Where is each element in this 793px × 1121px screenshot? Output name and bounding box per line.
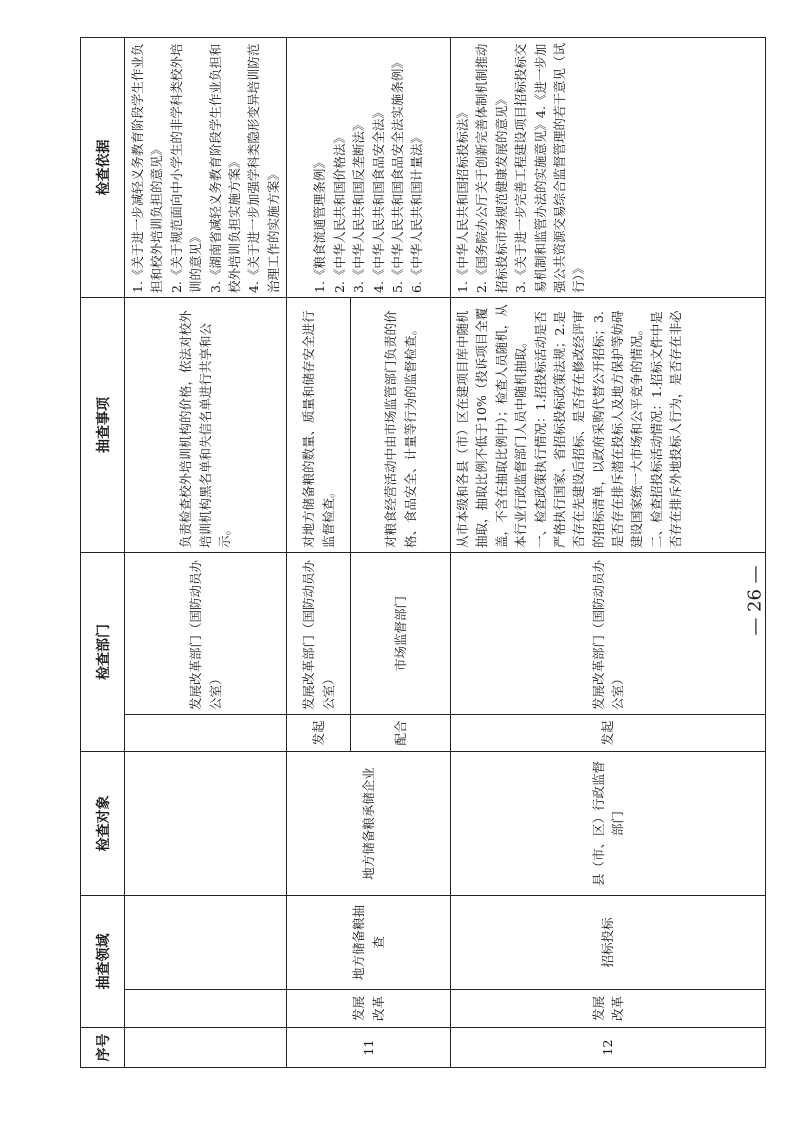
header-department: 检查部门 bbox=[81, 553, 125, 752]
row12-dept: 发展改革部门（国防动员办公室） bbox=[451, 553, 766, 715]
rotated-table-sheet bbox=[80, 38, 765, 1068]
row11-role-launch: 发起 bbox=[287, 715, 351, 752]
header-field: 抽查领域 bbox=[81, 896, 125, 1028]
table-row-12 bbox=[451, 38, 766, 1068]
basis-line: 5.《中华人民共和国食品安全法实施条例》 bbox=[389, 56, 405, 293]
cont-area-cell bbox=[125, 896, 287, 990]
basis-line: 4.《中华人民共和国食品安全法》 bbox=[370, 106, 386, 293]
row11-dept-launch: 发展改革部门（国防动员办公室） bbox=[287, 553, 351, 715]
cont-seq-cell bbox=[125, 1028, 287, 1068]
cont-field-cell bbox=[125, 990, 287, 1028]
row11-seq: 11 bbox=[287, 1028, 451, 1068]
header-item: 抽查事项 bbox=[81, 298, 125, 553]
row11-area: 地方储备粮抽查 bbox=[287, 896, 451, 990]
cont-dept-cell: 发展改革部门（国防动员办公室） bbox=[125, 553, 287, 715]
basis-line: 3.《中华人民共和国反垄断法》 bbox=[351, 118, 367, 293]
basis-line: 6.《中华人民共和国计量法》 bbox=[409, 131, 425, 293]
basis-line: 1.《中华人民共和国招标投标法》 bbox=[455, 106, 470, 293]
row11-role-coop: 配合 bbox=[351, 715, 451, 752]
cont-item-cell: 负责检查校外培训机构的价格，依法对校外培训机构黑名单和失信名单进行共享和公示。 bbox=[125, 298, 287, 553]
item-paragraph: 从市本级和各县（市）区在建项目库中随机抽取，抽取比例不低于10%（投诉项目全覆盖，不含在抽取比例中）；检查人员随机，从本行业行政监督部门人员中随机抽取。 bbox=[455, 304, 529, 548]
row11-item-coop: 对粮食经营活动中由市场监管部门负责的价格、食品安全、计量等行为的监督检查。 bbox=[351, 298, 451, 553]
row11-field: 发展改革 bbox=[287, 990, 451, 1028]
header-basis: 检查依据 bbox=[81, 38, 125, 298]
cont-basis-cell bbox=[125, 38, 287, 298]
table-row-continued bbox=[125, 38, 287, 1068]
row12-item-cell bbox=[451, 298, 766, 553]
basis-line: 3.《湖南省减轻义务教育阶段学生作业负担和校外培训负担实施方案》 bbox=[207, 43, 242, 293]
basis-line: 2.《国务院办公厅关于创新完善体制机制推动招标投标市场规范健康发展的意见》 bbox=[474, 43, 509, 293]
basis-line: 2.《关于规范面向中小学生的非学科类校外培训的意见》 bbox=[168, 43, 204, 293]
row11-basis-cell bbox=[287, 38, 451, 298]
inspection-table bbox=[80, 37, 766, 1068]
row12-area: 招标投标 bbox=[451, 896, 766, 990]
basis-line: 2.《中华人民共和国价格法》 bbox=[331, 131, 347, 293]
item-paragraph: 一、检查政策执行情况：1.招投标活动是否严格执行国家、省招标投标政策法规；2.是否存在先建设后招标、是否存在修改经评审的招标清单，以政府采购代替公开招标；3.是否存在排斥潜在投标人及地方保护等妨碍建设国家统一大市场和公平竞争的情况。 bbox=[532, 310, 645, 548]
row12-basis-cell bbox=[451, 38, 766, 298]
row12-role: 发起 bbox=[451, 715, 766, 752]
row12-seq: 12 bbox=[451, 1028, 766, 1068]
header-row bbox=[81, 38, 125, 1068]
page-number bbox=[738, 560, 772, 640]
row11-item-launch: 对地方储备粮的数量、质量和储存安全进行监督检查。 bbox=[287, 298, 351, 553]
table-row-11a bbox=[287, 38, 351, 1068]
row12-field: 发展改革 bbox=[451, 990, 766, 1028]
header-object: 检查对象 bbox=[81, 752, 125, 896]
item-paragraph: 二、检查招投标活动情况：1.招标文件中是否存在排斥外地投标人行为，是否存在非必 bbox=[648, 310, 684, 548]
cont-object-cell bbox=[125, 752, 287, 896]
row11-dept-coop: 市场监督部门 bbox=[351, 553, 451, 715]
row12-object: 县（市、区）行政监督部门 bbox=[451, 752, 766, 896]
cont-role-cell bbox=[125, 715, 287, 752]
basis-line: 1.《关于进一步减轻义务教育阶段学生作业负担和校外培训负担的意见》 bbox=[130, 43, 165, 293]
header-seq: 序号 bbox=[81, 1028, 125, 1068]
row11-object: 地方储备粮承储企业 bbox=[287, 752, 451, 896]
page-number-text: — 26 — bbox=[744, 564, 766, 636]
basis-line: 4.《关于进一步加强学科类隐形变异培训防范治理工作的实施方案》 bbox=[246, 43, 281, 293]
basis-line: 1.《粮食流通管理条例》 bbox=[312, 156, 328, 293]
basis-line: 3.《关于进一步完善工程建设项目招标投标交易机制和监管办法的实施意见》4.《进一步加强公共资源交易综合监督管理的若干意见（试行）》 bbox=[513, 42, 587, 293]
